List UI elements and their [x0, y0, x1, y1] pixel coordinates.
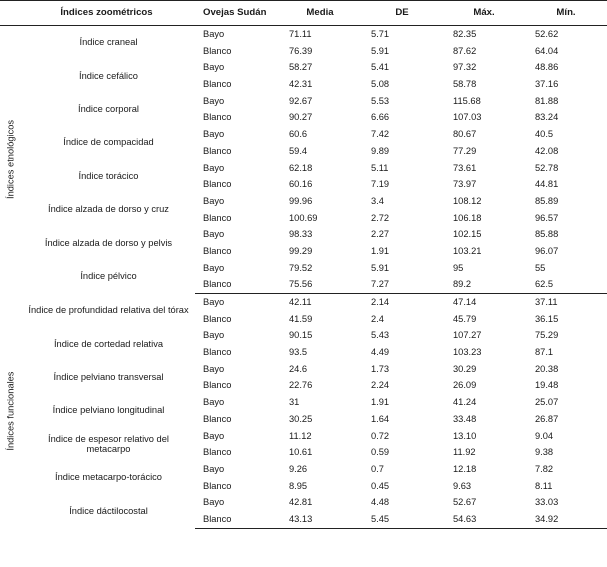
media-cell: 42.81: [289, 497, 313, 508]
max-cell: 13.10: [453, 430, 477, 441]
min-cell: 37.16: [535, 79, 559, 90]
de-cell: 5.91: [371, 262, 390, 273]
sheep-color-cell: Blanco: [203, 45, 232, 56]
min-cell: 19.48: [535, 380, 559, 391]
de-cell: 7.19: [371, 179, 390, 190]
min-cell: 20.38: [535, 363, 559, 374]
min-cell: 34.92: [525, 511, 607, 528]
min-cell: 42.08: [535, 145, 559, 156]
table-row: [0, 428, 607, 445]
column-header-max: Máx.: [443, 1, 525, 26]
index-name-cell: Índice pélvico: [80, 271, 137, 282]
sheep-color-cell: Bayo: [203, 162, 225, 173]
min-cell: 33.03: [535, 497, 559, 508]
column-header-min: Mín.: [525, 1, 607, 26]
media-cell: 99.96: [289, 195, 313, 206]
sheep-color-cell: Bayo: [203, 397, 225, 408]
media-cell: 24.6: [289, 363, 308, 374]
section-group-label: Índices etnológicos: [5, 119, 16, 199]
de-cell: 4.49: [371, 347, 390, 358]
index-name-cell: Índice torácico: [78, 170, 139, 181]
sheep-color-cell: Blanco: [203, 313, 232, 324]
sheep-color-cell: Blanco: [203, 145, 232, 156]
media-cell: 99.29: [289, 245, 313, 256]
sheep-color-cell: Blanco: [203, 447, 232, 458]
de-cell: 2.14: [371, 297, 390, 307]
index-name-cell: Índice de profundidad relativa del tórax: [28, 305, 189, 316]
max-cell: 52.67: [453, 497, 477, 508]
media-cell: 75.56: [279, 276, 361, 293]
media-cell: 59.4: [289, 145, 308, 156]
media-cell: 79.52: [289, 262, 313, 273]
max-cell: 80.67: [453, 129, 477, 140]
media-cell: 93.5: [289, 347, 308, 358]
min-cell: 36.15: [535, 313, 559, 324]
media-cell: 11.12: [289, 430, 312, 441]
de-cell: 7.42: [371, 129, 390, 140]
max-cell: 73.97: [453, 179, 477, 190]
de-cell: 5.45: [361, 511, 443, 528]
sheep-color-cell: Bayo: [203, 497, 225, 508]
de-cell: 5.53: [371, 95, 390, 106]
index-name-cell: Índice pelviano longitudinal: [52, 405, 165, 416]
min-cell: 7.82: [535, 463, 554, 474]
max-cell: 77.29: [453, 145, 477, 156]
index-name-cell: Índice corporal: [78, 104, 139, 115]
media-cell: 100.69: [289, 212, 318, 223]
table-header-row: [0, 1, 607, 26]
table-row: [0, 26, 607, 43]
media-cell: 22.76: [289, 380, 313, 391]
sheep-color-cell: Blanco: [203, 112, 232, 123]
max-cell: 107.03: [453, 112, 482, 123]
min-cell: 8.11: [535, 480, 553, 491]
table-row: [0, 294, 607, 311]
de-cell: 2.27: [371, 229, 390, 240]
de-cell: 5.43: [371, 330, 390, 341]
min-cell: 62.5: [525, 276, 607, 293]
media-cell: 43.13: [279, 511, 361, 528]
de-cell: 1.73: [371, 363, 390, 374]
media-cell: 30.25: [289, 413, 313, 424]
max-cell: 115.68: [453, 95, 481, 106]
de-cell: 5.11: [371, 162, 389, 173]
de-cell: 7.27: [361, 276, 443, 293]
table-row: [0, 126, 607, 143]
index-name-cell: Índice pelviano transversal: [53, 372, 164, 383]
table-row: [0, 461, 607, 478]
min-cell: 48.86: [535, 62, 559, 73]
sheep-color-cell: Bayo: [203, 129, 225, 140]
sheep-color-cell: Blanco: [195, 276, 279, 293]
index-name-cell: Índice de compacidad: [63, 137, 154, 148]
max-cell: 97.32: [453, 62, 477, 73]
min-cell: 9.04: [535, 430, 554, 441]
de-cell: 2.4: [371, 313, 384, 324]
index-name-cell: Índice dáctilocostal: [69, 505, 148, 516]
media-cell: 60.16: [289, 179, 313, 190]
sheep-color-cell: Blanco: [203, 380, 232, 391]
column-header-media: Media: [279, 1, 361, 26]
de-cell: 5.41: [371, 62, 390, 73]
min-cell: 81.88: [535, 95, 559, 106]
table-row: [0, 59, 607, 76]
sheep-color-cell: Blanco: [203, 413, 232, 424]
max-cell: 107.27: [453, 330, 482, 341]
max-cell: 9.63: [453, 480, 472, 491]
index-name-cell: Índice craneal: [79, 37, 138, 48]
max-cell: 108.12: [453, 195, 482, 206]
media-cell: 60.6: [289, 129, 308, 140]
de-cell: 0.72: [371, 430, 390, 441]
sheep-color-cell: Blanco: [203, 79, 232, 90]
sheep-color-cell: Blanco: [203, 179, 232, 190]
media-cell: 90.27: [289, 112, 313, 123]
table-body: [0, 26, 607, 529]
min-cell: 52.78: [535, 162, 559, 173]
media-cell: 42.11: [289, 297, 312, 307]
index-name-cell: Índice metacarpo-torácico: [55, 472, 162, 483]
max-cell: 82.35: [453, 29, 477, 39]
sheep-color-cell: Bayo: [203, 463, 225, 474]
min-cell: 96.07: [535, 245, 559, 256]
sheep-color-cell: Bayo: [203, 430, 225, 441]
min-cell: 96.57: [535, 212, 559, 223]
media-cell: 41.59: [289, 313, 313, 324]
sheep-color-cell: Blanco: [203, 347, 232, 358]
column-header-index: Índices zoométricos: [22, 1, 195, 26]
max-cell: 47.14: [453, 297, 477, 307]
de-cell: 1.91: [371, 397, 390, 408]
max-cell: 54.63: [443, 511, 525, 528]
table-row: [0, 93, 607, 110]
table-row: [0, 160, 607, 177]
de-cell: 0.59: [371, 447, 390, 458]
max-cell: 95: [453, 262, 464, 273]
media-cell: 58.27: [289, 62, 313, 73]
table-row: [0, 193, 607, 210]
de-cell: 4.48: [371, 497, 390, 508]
sheep-color-cell: Bayo: [203, 363, 225, 374]
section-group-label: Índices funcionales: [5, 371, 16, 451]
min-cell: 85.88: [535, 229, 559, 240]
table-row: [0, 394, 607, 411]
media-cell: 71.11: [289, 29, 312, 39]
sheep-color-cell: Bayo: [203, 262, 225, 273]
min-cell: 55: [535, 262, 546, 273]
sheep-color-cell: Blanco: [203, 212, 232, 223]
max-cell: 30.29: [453, 363, 477, 374]
column-header-sheep: Ovejas Sudán: [195, 1, 279, 26]
media-cell: 92.67: [289, 95, 313, 106]
index-name-cell: Índice alzada de dorso y cruz: [48, 204, 169, 215]
table-row: [0, 327, 607, 344]
max-cell: 106.18: [453, 212, 482, 223]
index-name-cell: Índice cefálico: [79, 70, 138, 81]
de-cell: 0.45: [371, 480, 390, 491]
de-cell: 1.91: [371, 245, 390, 256]
min-cell: 25.07: [535, 397, 559, 408]
column-header-de: DE: [361, 1, 443, 26]
max-cell: 87.62: [453, 45, 477, 56]
media-cell: 31: [289, 397, 300, 408]
index-name-cell: Índice de cortedad relativa: [53, 338, 164, 349]
de-cell: 2.72: [371, 212, 390, 223]
min-cell: 85.89: [535, 195, 559, 206]
media-cell: 62.18: [289, 162, 313, 173]
de-cell: 1.64: [371, 413, 390, 424]
de-cell: 5.71: [371, 29, 390, 39]
de-cell: 3.4: [371, 195, 384, 206]
min-cell: 83.24: [535, 112, 559, 123]
media-cell: 42.31: [289, 79, 313, 90]
max-cell: 33.48: [453, 413, 477, 424]
sheep-color-cell: Bayo: [203, 330, 225, 341]
sheep-color-cell: Bayo: [203, 62, 225, 73]
de-cell: 6.66: [371, 112, 390, 123]
de-cell: 5.91: [371, 45, 390, 56]
index-name-cell: Índice de espesor relativo del metacarpo: [48, 433, 169, 455]
sheep-color-cell: Bayo: [203, 195, 225, 206]
table-row: [0, 361, 607, 378]
min-cell: 9.38: [535, 447, 554, 458]
de-cell: 2.24: [371, 380, 390, 391]
min-cell: 44.81: [535, 179, 559, 190]
media-cell: 90.15: [289, 330, 313, 341]
media-cell: 98.33: [289, 229, 313, 240]
max-cell: 12.18: [453, 463, 477, 474]
min-cell: 37.11: [535, 297, 558, 307]
sheep-color-cell: Bayo: [203, 297, 225, 307]
media-cell: 76.39: [289, 45, 313, 56]
sheep-color-cell: Bayo: [203, 29, 225, 39]
max-cell: 26.09: [453, 380, 477, 391]
sheep-color-cell: Bayo: [203, 95, 225, 106]
de-cell: 9.89: [371, 145, 390, 156]
de-cell: 0.7: [371, 463, 384, 474]
de-cell: 5.08: [371, 79, 390, 90]
table-row: [0, 260, 607, 277]
sheep-color-cell: Blanco: [203, 245, 232, 256]
index-name-cell: Índice alzada de dorso y pelvis: [44, 237, 173, 248]
max-cell: 103.21: [453, 245, 482, 256]
table-header: [0, 1, 607, 26]
table-row: [0, 494, 607, 511]
max-cell: 103.23: [453, 347, 482, 358]
sheep-color-cell: Blanco: [195, 511, 279, 528]
media-cell: 9.26: [289, 463, 308, 474]
min-cell: 87.1: [535, 347, 554, 358]
sheep-color-cell: Blanco: [203, 480, 232, 491]
max-cell: 58.78: [453, 79, 477, 90]
media-cell: 8.95: [289, 480, 308, 491]
max-cell: 11.92: [453, 447, 476, 458]
column-header-group: [0, 1, 22, 26]
min-cell: 75.29: [535, 330, 559, 341]
max-cell: 73.61: [453, 162, 477, 173]
sheep-color-cell: Bayo: [203, 229, 225, 240]
min-cell: 40.5: [535, 129, 554, 140]
max-cell: 45.79: [453, 313, 477, 324]
max-cell: 41.24: [453, 397, 477, 408]
media-cell: 10.61: [289, 447, 313, 458]
table-row: [0, 226, 607, 243]
max-cell: 102.15: [453, 229, 482, 240]
min-cell: 26.87: [535, 413, 559, 424]
min-cell: 64.04: [535, 45, 559, 56]
min-cell: 52.62: [535, 29, 559, 39]
max-cell: 89.2: [443, 276, 525, 293]
